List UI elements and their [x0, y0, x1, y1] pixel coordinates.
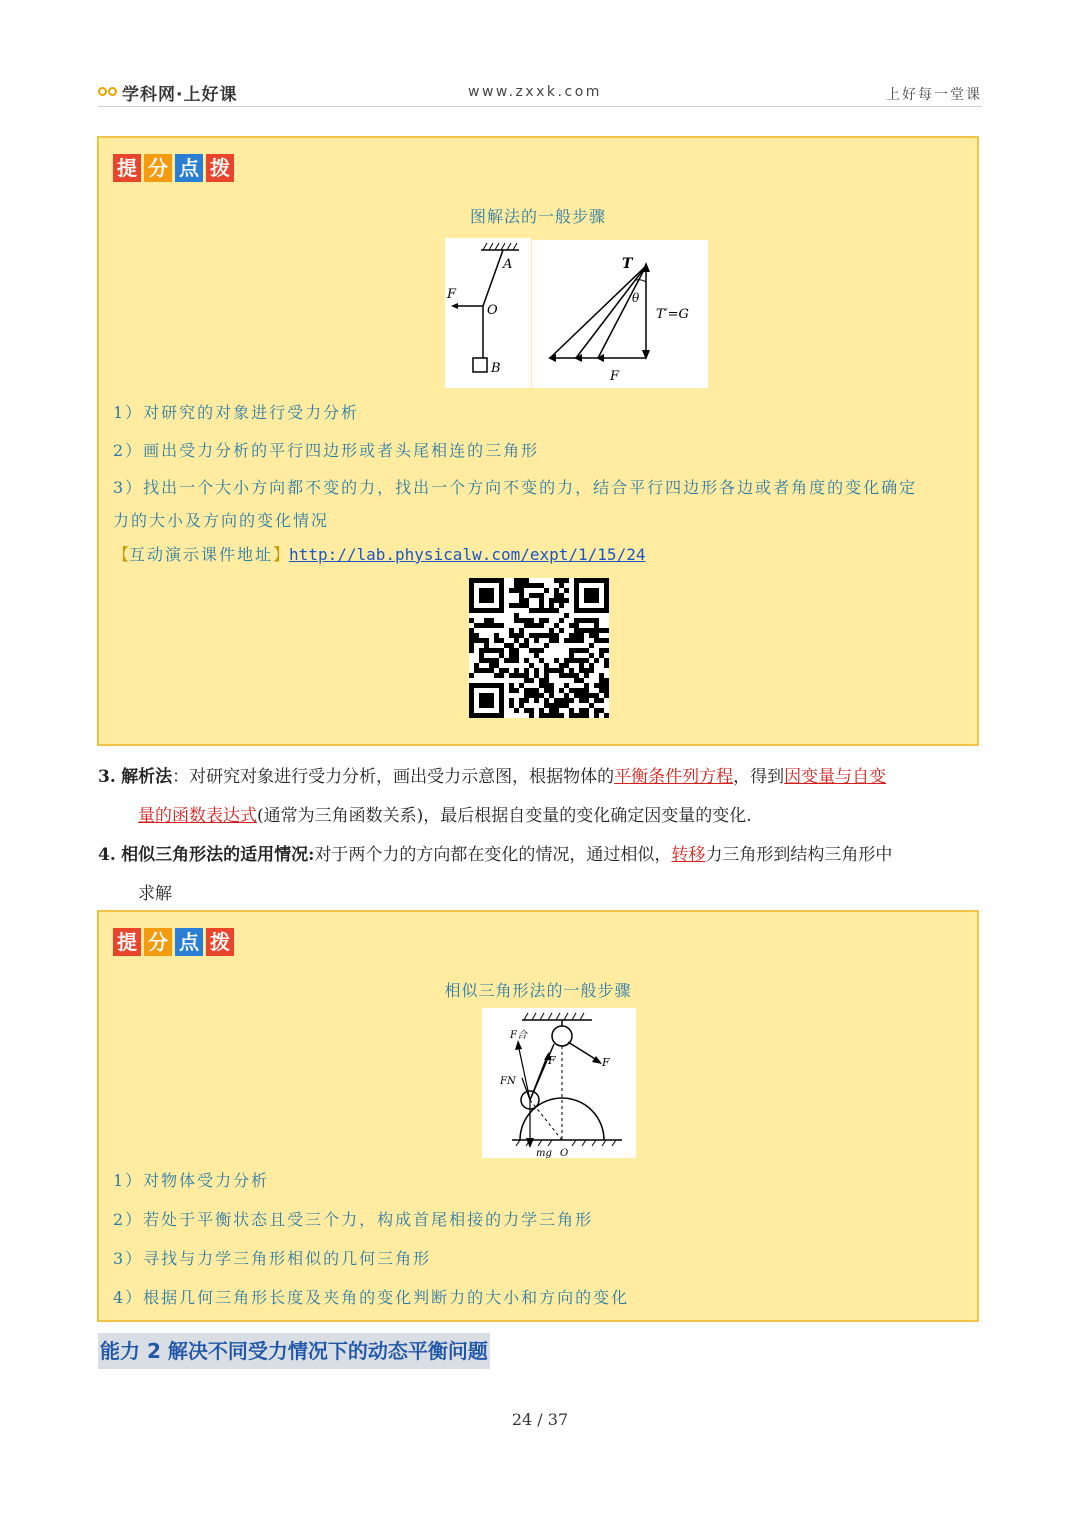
para3-highlight-b: 因变量与自变	[784, 767, 887, 787]
step-3: 3）寻找与力学三角形相似的几何三角形	[113, 1249, 432, 1268]
para-analytic-method	[98, 762, 886, 787]
label-T-equals-G: T′=G	[656, 307, 689, 322]
label-A: A	[503, 257, 513, 272]
box-title: 相似三角形法的一般步骤	[444, 981, 632, 1000]
header-slogan: 上好每一堂课	[886, 87, 982, 103]
label-theta: θ	[632, 291, 640, 305]
badge-char: 提	[113, 928, 141, 956]
link-label: 互动演示课件地址	[129, 545, 274, 564]
tip-badge	[113, 154, 234, 182]
para-similar-triangle	[98, 840, 892, 865]
para3-text-b: ，得到	[733, 767, 785, 787]
step-4: 4）根据几何三角形长度及夹角的变化判断力的大小和方向的变化	[113, 1288, 630, 1307]
tip-box-similar-triangle	[97, 910, 979, 1322]
qr-code-icon	[469, 578, 609, 718]
badge-char: 分	[144, 154, 172, 182]
label-mg: mg	[536, 1148, 552, 1158]
section-heading: 能力 2 解决不同受力情况下的动态平衡问题	[98, 1333, 490, 1369]
para4-text-a: 对于两个力的方向都在变化的情况，通过相似，	[314, 845, 672, 865]
para4-num: 4.	[98, 845, 116, 865]
courseware-link[interactable]: http://lab.physicalw.com/expt/1/15/24	[289, 545, 646, 564]
page-header	[98, 76, 982, 107]
step-2: 2）若处于平衡状态且受三个力，构成首尾相接的力学三角形	[113, 1210, 594, 1229]
step-3: 3）找出一个大小方向都不变的力，找出一个方向不变的力，结合平行四边形各边或者角度的变化确定	[113, 478, 918, 497]
badge-char: 提	[113, 154, 141, 182]
badge-char: 拨	[206, 154, 234, 182]
label-T: T	[622, 256, 633, 272]
bracket-open: 【	[113, 545, 130, 564]
para3-highlight-a: 平衡条件列方程	[614, 767, 734, 787]
para4-highlight: 转移	[671, 845, 706, 865]
step-3-continued: 力的大小及方向的变化情况	[113, 511, 330, 530]
para3-highlight-c: 量的函数表达式	[138, 806, 257, 826]
figure-force-triangle	[532, 240, 708, 388]
label-O: O	[560, 1148, 569, 1158]
label-F-net: F合	[510, 1030, 527, 1041]
para4-text-b: 力三角形到结构三角形中	[705, 845, 893, 865]
para3-text-a: ：对研究对象进行受力分析，画出受力示意图，根据物体的	[172, 767, 615, 787]
badge-char: 分	[144, 928, 172, 956]
courseware-link-line	[113, 542, 645, 565]
para-similar-triangle-cont: 求解	[138, 884, 172, 904]
owl-logo-icon	[98, 83, 120, 103]
label-F-pull: F	[602, 1056, 610, 1069]
label-F-rope: F	[548, 1054, 556, 1067]
bracket-close: 】	[273, 545, 290, 564]
tip-box-graphical-method	[97, 136, 979, 746]
label-FN: FN	[500, 1076, 516, 1087]
para4-term: 相似三角形法的适用情况:	[121, 845, 315, 865]
label-F: F	[447, 287, 457, 302]
badge-char: 点	[175, 154, 203, 182]
step-1: 1）对物体受力分析	[113, 1171, 270, 1190]
site-url: www.zxxk.com	[468, 84, 602, 100]
tip-badge	[113, 928, 234, 956]
figure-hanging-rope	[445, 238, 531, 388]
para3-text-c: (通常为三角函数关系)，最后根据自变量的变化确定因变量的变化.	[257, 806, 752, 826]
logo	[98, 80, 237, 105]
figure-pulley-hemisphere	[482, 1008, 636, 1158]
label-B: B	[491, 361, 501, 376]
label-O: O	[487, 303, 498, 318]
logo-text: 学科网·上好课	[122, 85, 238, 105]
step-1: 1）对研究的对象进行受力分析	[113, 403, 360, 422]
badge-char: 点	[175, 928, 203, 956]
para3-term: 解析法	[121, 767, 173, 787]
badge-char: 拨	[206, 928, 234, 956]
box-title: 图解法的一般步骤	[469, 207, 606, 226]
step-2: 2）画出受力分析的平行四边形或者头尾相连的三角形	[113, 441, 540, 460]
page-number: 24 / 37	[511, 1410, 569, 1429]
para3-num: 3.	[98, 767, 116, 787]
para-analytic-method-cont	[138, 801, 752, 826]
label-F-bottom: F	[610, 369, 620, 384]
